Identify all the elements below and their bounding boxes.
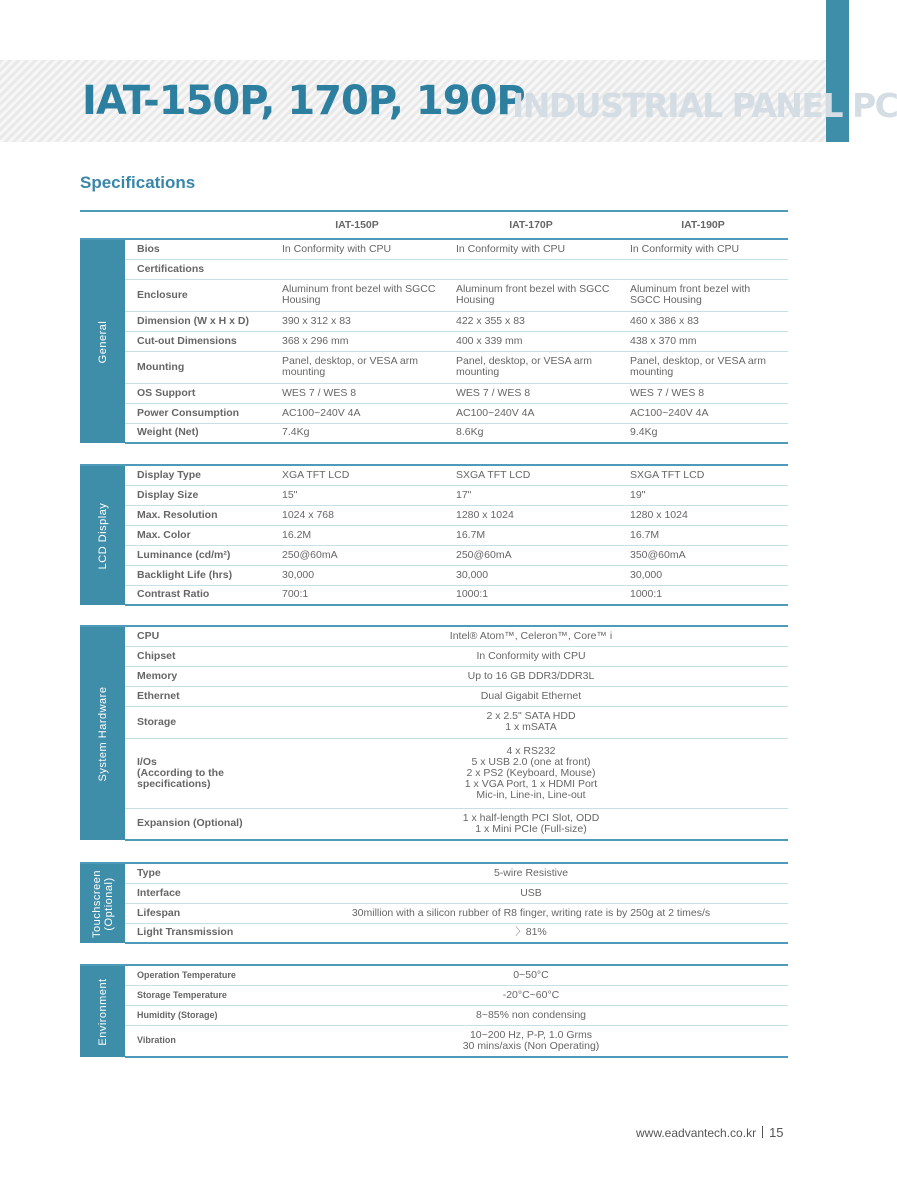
- general-value-iat-150p: WES 7 / WES 8: [270, 383, 444, 403]
- hardware-label: I/Os (According to the specifications): [125, 738, 270, 808]
- general-value-iat-150p: 390 x 312 x 83: [270, 311, 444, 331]
- lcd-category-label: LCD Display: [96, 502, 109, 569]
- lcd-label: Backlight Life (hrs): [125, 565, 270, 585]
- touch-category: [80, 863, 125, 943]
- hardware-row: [80, 666, 788, 686]
- lcd-value-iat-150p: 250@60mA: [270, 545, 444, 565]
- lcd-row: [80, 545, 788, 565]
- general-label: Certifications: [125, 259, 270, 279]
- lcd-label: Max. Resolution: [125, 505, 270, 525]
- lcd-row: [80, 485, 788, 505]
- lcd-label: Contrast Ratio: [125, 585, 270, 605]
- lcd-value-iat-190p: 16.7M: [618, 525, 788, 545]
- hardware-row: [80, 706, 788, 738]
- hardware-row: [80, 626, 788, 646]
- env-category-label: Environment: [96, 977, 109, 1046]
- lcd-value-iat-190p: 350@60mA: [618, 545, 788, 565]
- lcd-value-iat-150p: 16.2M: [270, 525, 444, 545]
- page-number: 15: [769, 1125, 784, 1140]
- env-row: [80, 1005, 788, 1025]
- hardware-row: [80, 808, 788, 840]
- hardware-value: 1 x half-length PCI Slot, ODD 1 x Mini PCIe (Full-size): [270, 808, 788, 840]
- hardware-label: Memory: [125, 666, 270, 686]
- lcd-value-iat-150p: 700:1: [270, 585, 444, 605]
- lcd-label: Luminance (cd/m²): [125, 545, 270, 565]
- general-value-iat-190p: AC100~240V 4A: [618, 403, 788, 423]
- touch-category-line2: (Optional): [102, 876, 115, 931]
- env-row: [80, 1025, 788, 1057]
- general-value-iat-150p: 7.4Kg: [270, 423, 444, 443]
- touch-label: Lifespan: [125, 903, 270, 923]
- lcd-value-iat-170p: 1280 x 1024: [444, 505, 618, 525]
- env-label: Humidity (Storage): [125, 1005, 270, 1025]
- hardware-value: Intel® Atom™, Celeron™, Core™ i: [270, 626, 788, 646]
- env-value: -20°C~60°C: [270, 985, 788, 1005]
- model-iat-190p: IAT-190P: [618, 211, 788, 239]
- touch-label: Light Transmission: [125, 923, 270, 943]
- lcd-value-iat-190p: 1000:1: [618, 585, 788, 605]
- general-label: Mounting: [125, 351, 270, 383]
- general-value-iat-190p: [618, 259, 788, 279]
- general-label: Cut-out Dimensions: [125, 331, 270, 351]
- general-row: [80, 383, 788, 403]
- touch-value: 5-wire Resistive: [270, 863, 788, 883]
- touchscreen-section: [80, 862, 788, 944]
- lcd-value-iat-150p: 30,000: [270, 565, 444, 585]
- page-title: IAT-150P, 170P, 190P: [82, 78, 525, 124]
- lcd-value-iat-150p: 15": [270, 485, 444, 505]
- lcd-row: [80, 525, 788, 545]
- general-value-iat-190p: 460 x 386 x 83: [618, 311, 788, 331]
- hardware-category: [80, 626, 125, 840]
- general-category-label: General: [96, 320, 109, 363]
- lcd-label: Max. Color: [125, 525, 270, 545]
- lcd-value-iat-150p: XGA TFT LCD: [270, 465, 444, 485]
- lcd-value-iat-190p: 1280 x 1024: [618, 505, 788, 525]
- general-value-iat-170p: [444, 259, 618, 279]
- lcd-section: [80, 464, 788, 606]
- footer-separator: [762, 1126, 763, 1138]
- lcd-row: [80, 565, 788, 585]
- env-label: Vibration: [125, 1025, 270, 1057]
- hardware-row: [80, 738, 788, 808]
- general-row: [80, 351, 788, 383]
- lcd-value-iat-170p: 30,000: [444, 565, 618, 585]
- hardware-section: [80, 625, 788, 841]
- touch-row: [80, 903, 788, 923]
- touch-value: USB: [270, 883, 788, 903]
- hardware-label: Chipset: [125, 646, 270, 666]
- general-section: [80, 238, 788, 444]
- touch-row: [80, 883, 788, 903]
- hardware-value: Dual Gigabit Ethernet: [270, 686, 788, 706]
- general-value-iat-150p: Aluminum front bezel with SGCC Housing: [270, 279, 444, 311]
- model-iat-150p: IAT-150P: [270, 211, 444, 239]
- page-subtitle: INDUSTRIAL PANEL PC: [512, 86, 897, 125]
- general-row: [80, 423, 788, 443]
- hardware-row: [80, 646, 788, 666]
- hardware-row: [80, 686, 788, 706]
- general-row: [80, 403, 788, 423]
- general-row: [80, 311, 788, 331]
- model-header-row: [80, 211, 788, 239]
- specifications-heading: Specifications: [80, 173, 196, 192]
- hardware-label: Expansion (Optional): [125, 808, 270, 840]
- env-value: 10~200 Hz, P-P, 1.0 Grms 30 mins/axis (Non Operating): [270, 1025, 788, 1057]
- general-value-iat-170p: In Conformity with CPU: [444, 239, 618, 259]
- general-row: [80, 331, 788, 351]
- general-value-iat-170p: AC100~240V 4A: [444, 403, 618, 423]
- footer-url: www.eadvantech.co.kr: [636, 1126, 757, 1140]
- general-row: [80, 239, 788, 259]
- lcd-value-iat-190p: 19": [618, 485, 788, 505]
- touch-category-line1: Touchscreen: [90, 869, 103, 938]
- general-value-iat-170p: Panel, desktop, or VESA arm mounting: [444, 351, 618, 383]
- env-label: Operation Temperature: [125, 965, 270, 985]
- hardware-value: 4 x RS232 5 x USB 2.0 (one at front) 2 x PS2 (Keyboard, Mouse) 1 x VGA Port, 1 x HDMI Port Mic-in, Line-in, Line-out: [270, 738, 788, 808]
- touch-value: 〉81%: [270, 923, 788, 943]
- lcd-value-iat-170p: 250@60mA: [444, 545, 618, 565]
- touch-label: Type: [125, 863, 270, 883]
- hardware-value: In Conformity with CPU: [270, 646, 788, 666]
- general-value-iat-150p: [270, 259, 444, 279]
- lcd-value-iat-170p: 17": [444, 485, 618, 505]
- lcd-label: Display Size: [125, 485, 270, 505]
- touch-value: 30million with a silicon rubber of R8 finger, writing rate is by 250g at 2 times/s: [270, 903, 788, 923]
- touch-category-label: [91, 870, 115, 938]
- env-value: 8~85% non condensing: [270, 1005, 788, 1025]
- general-label: Enclosure: [125, 279, 270, 311]
- page-footer: [636, 1125, 784, 1140]
- general-label: Power Consumption: [125, 403, 270, 423]
- general-value-iat-170p: WES 7 / WES 8: [444, 383, 618, 403]
- general-value-iat-150p: In Conformity with CPU: [270, 239, 444, 259]
- general-label: Dimension (W x H x D): [125, 311, 270, 331]
- general-category: [80, 239, 125, 443]
- lcd-value-iat-170p: 16.7M: [444, 525, 618, 545]
- general-value-iat-170p: 400 x 339 mm: [444, 331, 618, 351]
- environment-section: [80, 964, 788, 1058]
- model-iat-170p: IAT-170P: [444, 211, 618, 239]
- lcd-value-iat-150p: 1024 x 768: [270, 505, 444, 525]
- general-value-iat-190p: 9.4Kg: [618, 423, 788, 443]
- general-value-iat-150p: Panel, desktop, or VESA arm mounting: [270, 351, 444, 383]
- general-label: OS Support: [125, 383, 270, 403]
- general-value-iat-170p: Aluminum front bezel with SGCC Housing: [444, 279, 618, 311]
- header-blank: [80, 211, 270, 239]
- general-value-iat-190p: Panel, desktop, or VESA arm mounting: [618, 351, 788, 383]
- hardware-value: 2 x 2.5" SATA HDD 1 x mSATA: [270, 706, 788, 738]
- general-value-iat-190p: 438 x 370 mm: [618, 331, 788, 351]
- hardware-label: Storage: [125, 706, 270, 738]
- general-value-iat-190p: In Conformity with CPU: [618, 239, 788, 259]
- lcd-value-iat-170p: SXGA TFT LCD: [444, 465, 618, 485]
- env-value: 0~50°C: [270, 965, 788, 985]
- touch-label: Interface: [125, 883, 270, 903]
- general-label: Bios: [125, 239, 270, 259]
- general-row: [80, 279, 788, 311]
- lcd-value-iat-170p: 1000:1: [444, 585, 618, 605]
- lcd-row: [80, 505, 788, 525]
- hardware-category-label: System Hardware: [96, 686, 109, 781]
- general-value-iat-170p: 8.6Kg: [444, 423, 618, 443]
- lcd-row: [80, 465, 788, 485]
- lcd-value-iat-190p: 30,000: [618, 565, 788, 585]
- hardware-label: Ethernet: [125, 686, 270, 706]
- lcd-row: [80, 585, 788, 605]
- model-header-table: [80, 210, 788, 239]
- env-row: [80, 965, 788, 985]
- general-value-iat-150p: AC100~240V 4A: [270, 403, 444, 423]
- lcd-value-iat-190p: SXGA TFT LCD: [618, 465, 788, 485]
- lcd-category: [80, 465, 125, 605]
- env-category: [80, 965, 125, 1057]
- general-value-iat-150p: 368 x 296 mm: [270, 331, 444, 351]
- env-row: [80, 985, 788, 1005]
- hardware-label: CPU: [125, 626, 270, 646]
- lcd-label: Display Type: [125, 465, 270, 485]
- general-label: Weight (Net): [125, 423, 270, 443]
- env-label: Storage Temperature: [125, 985, 270, 1005]
- touch-row: [80, 863, 788, 883]
- general-row: [80, 259, 788, 279]
- general-value-iat-190p: WES 7 / WES 8: [618, 383, 788, 403]
- general-value-iat-190p: Aluminum front bezel with SGCC Housing: [618, 279, 788, 311]
- touch-row: [80, 923, 788, 943]
- hardware-value: Up to 16 GB DDR3/DDR3L: [270, 666, 788, 686]
- general-value-iat-170p: 422 x 355 x 83: [444, 311, 618, 331]
